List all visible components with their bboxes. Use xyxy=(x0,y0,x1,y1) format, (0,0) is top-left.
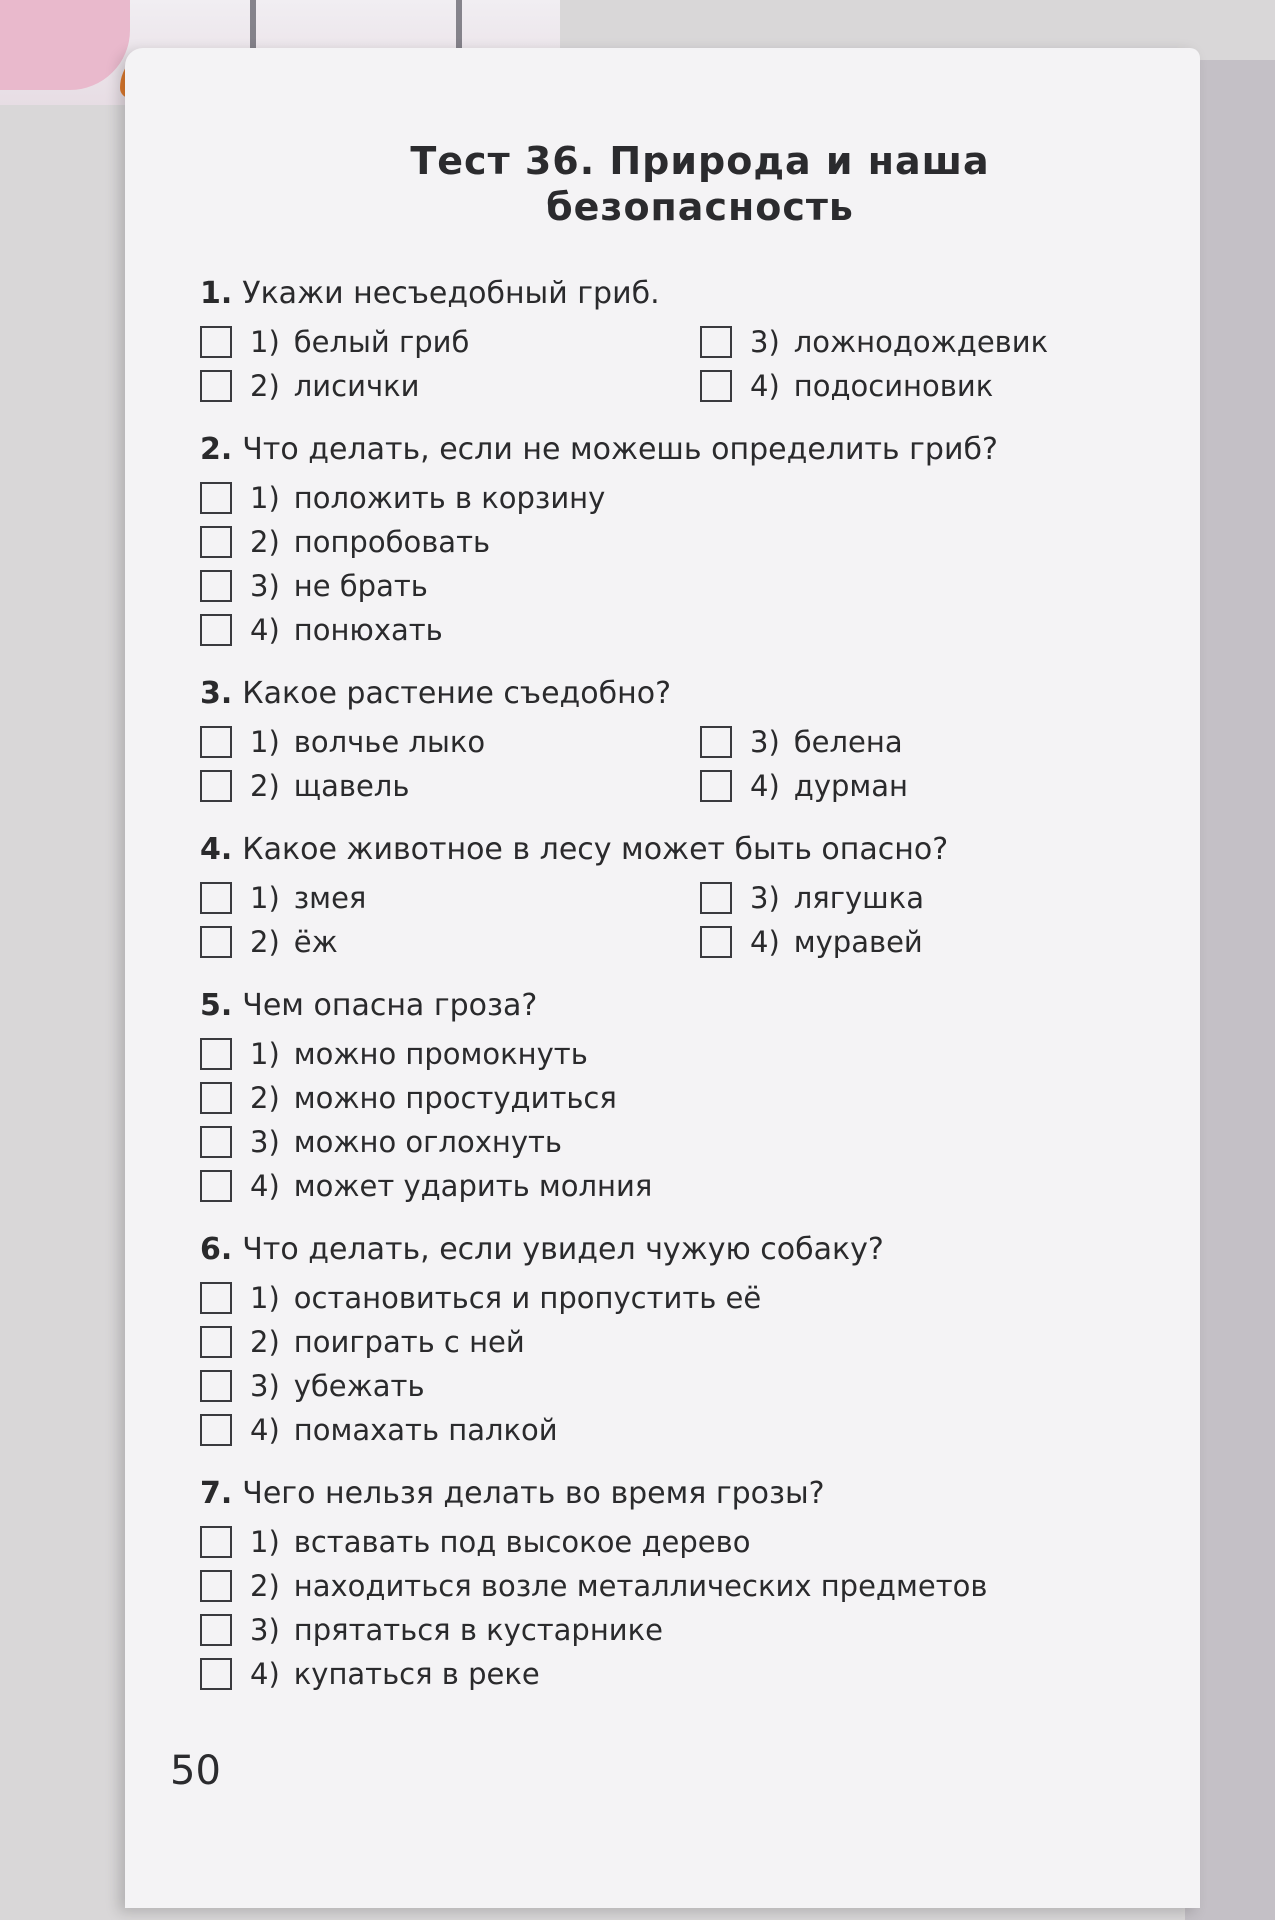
option-number: 2) xyxy=(250,1081,280,1115)
option-number: 4) xyxy=(250,613,280,647)
answer-option xyxy=(200,1364,1160,1408)
answer-option xyxy=(700,876,1200,920)
option-number: 2) xyxy=(250,369,280,403)
option-text: находиться возле металлических предметов xyxy=(293,1569,988,1603)
option-text: волчье лыко xyxy=(293,725,486,759)
question-5 xyxy=(200,986,1160,1208)
answer-option xyxy=(200,1120,1160,1164)
option-text: понюхать xyxy=(293,613,443,647)
option-number: 1) xyxy=(250,481,280,515)
option-number: 3) xyxy=(750,881,780,915)
option-text: положить в корзину xyxy=(293,481,606,515)
option-number: 2) xyxy=(250,1569,280,1603)
page-number: 50 xyxy=(170,1748,221,1794)
answer-option xyxy=(200,564,1160,608)
answer-checkbox[interactable] xyxy=(200,1614,232,1646)
option-text: белена xyxy=(793,725,903,759)
option-text: может ударить молния xyxy=(293,1169,653,1203)
question-4 xyxy=(200,830,1160,964)
option-text: муравей xyxy=(793,925,923,959)
option-number: 3) xyxy=(750,325,780,359)
option-number: 3) xyxy=(250,1613,280,1647)
answer-options xyxy=(200,1276,1160,1452)
options-column-right xyxy=(700,876,1200,964)
question-number: 6. xyxy=(200,1232,233,1267)
answer-option xyxy=(200,764,700,808)
options-column xyxy=(200,1276,1160,1452)
option-number: 3) xyxy=(250,1125,280,1159)
options-column-left xyxy=(200,876,700,964)
option-number: 4) xyxy=(750,925,780,959)
option-text: лисички xyxy=(293,369,420,403)
answer-checkbox[interactable] xyxy=(700,770,732,802)
answer-option xyxy=(200,608,1160,652)
question-heading xyxy=(200,274,1160,314)
answer-option xyxy=(200,1608,1160,1652)
option-number: 1) xyxy=(250,325,280,359)
answer-checkbox[interactable] xyxy=(200,526,232,558)
answer-options xyxy=(200,1032,1160,1208)
answer-checkbox[interactable] xyxy=(200,1526,232,1558)
answer-checkbox[interactable] xyxy=(200,882,232,914)
options-column-right xyxy=(700,720,1200,808)
answer-option xyxy=(700,320,1200,364)
answer-option xyxy=(200,1164,1160,1208)
answer-checkbox[interactable] xyxy=(700,882,732,914)
answer-option xyxy=(200,1320,1160,1364)
answer-checkbox[interactable] xyxy=(700,326,732,358)
answer-checkbox[interactable] xyxy=(200,614,232,646)
page-content xyxy=(200,138,1160,1718)
option-number: 2) xyxy=(250,925,280,959)
question-text: Какое растение съедобно? xyxy=(242,676,672,711)
answer-checkbox[interactable] xyxy=(200,770,232,802)
answer-option xyxy=(200,876,700,920)
answer-options xyxy=(200,1520,1160,1696)
fabric-pink-patch xyxy=(0,0,130,90)
answer-option xyxy=(200,720,700,764)
options-column-right xyxy=(700,320,1200,408)
option-text: подосиновик xyxy=(793,369,994,403)
answer-option xyxy=(200,520,1160,564)
option-text: прятаться в кустарнике xyxy=(293,1613,664,1647)
question-number: 5. xyxy=(200,988,233,1023)
option-text: ложнодождевик xyxy=(793,325,1049,359)
option-text: купаться в реке xyxy=(293,1657,540,1691)
option-text: ёж xyxy=(293,925,338,959)
answer-option xyxy=(700,764,1200,808)
option-number: 4) xyxy=(250,1413,280,1447)
answer-checkbox[interactable] xyxy=(200,1326,232,1358)
answer-checkbox[interactable] xyxy=(200,1170,232,1202)
answer-option xyxy=(200,1564,1160,1608)
question-text: Укажи несъедобный гриб. xyxy=(242,276,660,311)
answer-options xyxy=(200,476,1160,652)
answer-option xyxy=(200,1276,1160,1320)
question-heading xyxy=(200,674,1160,714)
option-number: 3) xyxy=(250,569,280,603)
question-heading xyxy=(200,1230,1160,1270)
question-list xyxy=(200,274,1160,1696)
options-column xyxy=(200,1520,1160,1696)
option-text: щавель xyxy=(293,769,410,803)
answer-option xyxy=(200,476,1160,520)
question-number: 3. xyxy=(200,676,233,711)
question-number: 1. xyxy=(200,276,233,311)
title-line-2: безопасность xyxy=(546,185,854,229)
answer-option xyxy=(200,1076,1160,1120)
option-text: змея xyxy=(293,881,367,915)
question-number: 7. xyxy=(200,1476,233,1511)
answer-checkbox[interactable] xyxy=(200,1414,232,1446)
answer-checkbox[interactable] xyxy=(200,570,232,602)
option-number: 3) xyxy=(750,725,780,759)
option-number: 1) xyxy=(250,1037,280,1071)
answer-checkbox[interactable] xyxy=(200,726,232,758)
question-heading xyxy=(200,986,1160,1026)
question-text: Что делать, если увидел чужую собаку? xyxy=(242,1232,884,1267)
options-column xyxy=(200,1032,1160,1208)
question-number: 2. xyxy=(200,432,233,467)
option-number: 4) xyxy=(250,1169,280,1203)
answer-options xyxy=(200,320,1160,408)
answer-option xyxy=(200,920,700,964)
option-text: можно простудиться xyxy=(293,1081,617,1115)
answer-option xyxy=(200,1408,1160,1452)
option-number: 2) xyxy=(250,525,280,559)
option-text: убежать xyxy=(293,1369,425,1403)
option-text: дурман xyxy=(793,769,908,803)
test-title xyxy=(240,138,1160,230)
answer-options xyxy=(200,720,1160,808)
answer-checkbox[interactable] xyxy=(200,370,232,402)
option-number: 1) xyxy=(250,881,280,915)
option-number: 1) xyxy=(250,1281,280,1315)
question-heading xyxy=(200,1474,1160,1514)
answer-option xyxy=(200,1652,1160,1696)
option-text: лягушка xyxy=(793,881,924,915)
option-text: остановиться и пропустить её xyxy=(293,1281,762,1315)
question-3 xyxy=(200,674,1160,808)
answer-checkbox[interactable] xyxy=(200,1082,232,1114)
options-column xyxy=(200,476,1160,652)
question-6 xyxy=(200,1230,1160,1452)
answer-checkbox[interactable] xyxy=(200,1658,232,1690)
option-number: 4) xyxy=(750,769,780,803)
option-number: 4) xyxy=(250,1657,280,1691)
question-number: 4. xyxy=(200,832,233,867)
question-text: Чем опасна гроза? xyxy=(242,988,538,1023)
question-text: Какое животное в лесу может быть опасно? xyxy=(242,832,949,867)
answer-option xyxy=(200,364,700,408)
answer-option xyxy=(700,720,1200,764)
answer-checkbox[interactable] xyxy=(700,370,732,402)
question-2 xyxy=(200,430,1160,652)
option-number: 1) xyxy=(250,725,280,759)
question-heading xyxy=(200,430,1160,470)
option-text: поиграть с ней xyxy=(293,1325,525,1359)
answer-checkbox[interactable] xyxy=(200,1038,232,1070)
options-column-left xyxy=(200,320,700,408)
answer-options xyxy=(200,876,1160,964)
answer-checkbox[interactable] xyxy=(200,1570,232,1602)
answer-checkbox[interactable] xyxy=(700,926,732,958)
option-number: 1) xyxy=(250,1525,280,1559)
answer-checkbox[interactable] xyxy=(200,1282,232,1314)
question-heading xyxy=(200,830,1160,870)
question-1 xyxy=(200,274,1160,408)
answer-checkbox[interactable] xyxy=(200,1370,232,1402)
question-7 xyxy=(200,1474,1160,1696)
option-text: помахать палкой xyxy=(293,1413,558,1447)
option-text: попробовать xyxy=(293,525,491,559)
answer-checkbox[interactable] xyxy=(200,926,232,958)
answer-option xyxy=(200,1520,1160,1564)
workbook-page xyxy=(125,48,1200,1908)
answer-checkbox[interactable] xyxy=(700,726,732,758)
answer-option xyxy=(700,920,1200,964)
options-column-left xyxy=(200,720,700,808)
answer-checkbox[interactable] xyxy=(200,326,232,358)
answer-option xyxy=(200,1032,1160,1076)
answer-option xyxy=(700,364,1200,408)
option-number: 4) xyxy=(750,369,780,403)
option-text: вставать под высокое дерево xyxy=(293,1525,751,1559)
option-number: 2) xyxy=(250,1325,280,1359)
option-number: 3) xyxy=(250,1369,280,1403)
option-text: можно промокнуть xyxy=(293,1037,588,1071)
answer-checkbox[interactable] xyxy=(200,482,232,514)
question-text: Что делать, если не можешь определить гриб? xyxy=(242,432,998,467)
answer-checkbox[interactable] xyxy=(200,1126,232,1158)
option-text: белый гриб xyxy=(293,325,470,359)
option-text: можно оглохнуть xyxy=(293,1125,562,1159)
option-number: 2) xyxy=(250,769,280,803)
option-text: не брать xyxy=(293,569,428,603)
answer-option xyxy=(200,320,700,364)
title-line-1: Тест 36. Природа и наша xyxy=(410,139,990,183)
question-text: Чего нельзя делать во время грозы? xyxy=(242,1476,825,1511)
